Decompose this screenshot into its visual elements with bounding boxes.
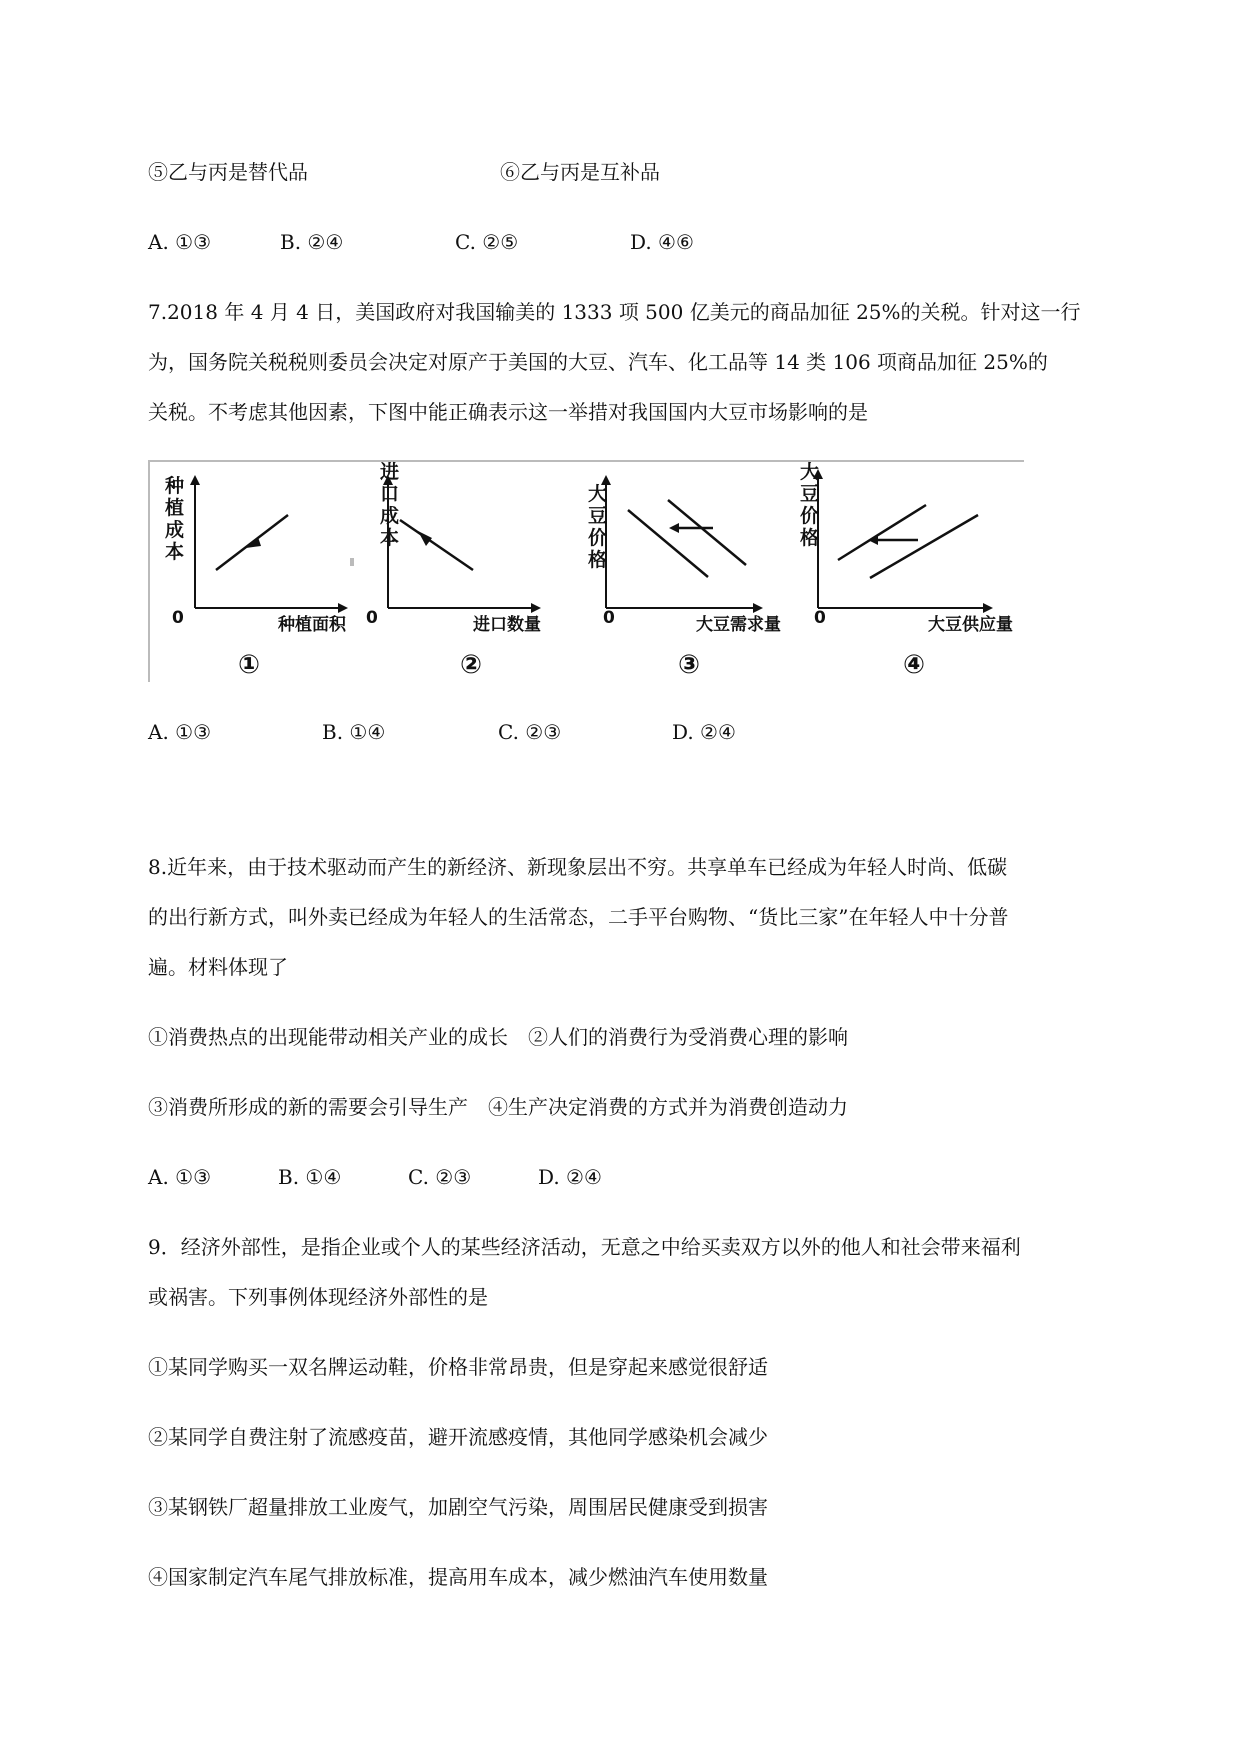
graph-4 — [800, 460, 1013, 680]
q6-option-b: B. ②④ — [280, 230, 344, 254]
graph-4-xlabel: 大豆供应量 — [928, 615, 1013, 635]
graph-4-curve-original — [870, 515, 978, 578]
q6-item-6: ⑥乙与丙是互补品 — [500, 160, 660, 184]
q7-option-c: C. ②③ — [498, 720, 562, 744]
q9-item-1: ①某同学购买一双名牌运动鞋，价格非常昂贵，但是穿起来感觉很舒适 — [148, 1355, 768, 1379]
q8-stem-line-1: 8.近年来，由于技术驱动而产生的新经济、新现象层出不穷。共享单车已经成为年轻人时尚、低碳 — [148, 855, 1008, 879]
q8-items-1-2: ①消费热点的出现能带动相关产业的成长 ②人们的消费行为受消费心理的影响 — [148, 1025, 848, 1049]
q8-option-b: B. ①④ — [278, 1165, 342, 1189]
q7-option-b: B. ①④ — [322, 720, 386, 744]
q6-option-a: A. ①③ — [148, 230, 212, 254]
q9-item-4: ④国家制定汽车尾气排放标准，提高用车成本，减少燃油汽车使用数量 — [148, 1565, 768, 1589]
graph-2-ylabel-3: 成 — [380, 505, 400, 527]
graph-1-ylabel-1: 种 — [165, 475, 185, 497]
graph-2-origin: 0 — [366, 608, 378, 628]
graph-2-ylabel-4: 本 — [380, 527, 400, 549]
graph-3-number: ③ — [678, 650, 701, 680]
graph-3-ylabel-2: 豆 — [588, 505, 608, 527]
graph-3-xlabel: 大豆需求量 — [696, 615, 781, 635]
graph-3 — [588, 480, 781, 680]
graph-2 — [366, 460, 541, 680]
q7-stem-line-1: 7.2018 年 4 月 4 日，美国政府对我国输美的 1333 项 500 亿美元的商品加征 25%的关税。针对这一行 — [148, 300, 1081, 324]
q8-option-c: C. ②③ — [408, 1165, 472, 1189]
scan-speck — [350, 558, 354, 566]
graph-2-ylabel-2: 口 — [380, 483, 400, 505]
q9-item-2: ②某同学自费注射了流感疫苗，避开流感疫情，其他同学感染机会减少 — [148, 1425, 768, 1449]
graph-2-ylabel-1: 进 — [380, 461, 400, 483]
q7-stem-line-2: 为，国务院关税税则委员会决定对原产于美国的大豆、汽车、化工品等 14 类 106 项商品加征 25%的 — [148, 350, 1048, 374]
q9-stem-line-1: 9．经济外部性，是指企业或个人的某些经济活动，无意之中给买卖双方以外的他人和社会带来福利 — [148, 1235, 1021, 1259]
q9-item-3: ③某钢铁厂超量排放工业废气，加剧空气污染，周围居民健康受到损害 — [148, 1495, 768, 1519]
graph-3-ylabel-4: 格 — [588, 549, 608, 571]
q9-stem-line-2: 或祸害。下列事例体现经济外部性的是 — [148, 1285, 488, 1309]
q6-option-d: D. ④⑥ — [630, 230, 694, 254]
q6-option-c: C. ②⑤ — [455, 230, 519, 254]
graph-4-ylabel-2: 豆 — [800, 483, 820, 505]
q7-diagram-svg — [148, 460, 1024, 682]
graph-2-number: ② — [460, 650, 483, 680]
graph-1-number: ① — [238, 650, 261, 680]
q8-items-3-4: ③消费所形成的新的需要会引导生产 ④生产决定消费的方式并为消费创造动力 — [148, 1095, 848, 1119]
graph-1 — [164, 474, 347, 680]
graph-1-ylabel-4: 本 — [165, 541, 185, 563]
graph-4-number: ④ — [903, 650, 926, 680]
graph-3-curve-new — [628, 510, 708, 577]
q8-stem-line-2: 的出行新方式，叫外卖已经成为年轻人的生活常态，二手平台购物、“货比三家”在年轻人中十分普 — [148, 905, 1009, 929]
graph-4-ylabel-4: 格 — [800, 527, 820, 549]
graph-4-ylabel-3: 价 — [800, 505, 820, 527]
q6-item-5: ⑤乙与丙是替代品 — [148, 160, 308, 184]
q8-option-a: A. ①③ — [148, 1165, 212, 1189]
q7-diagram — [148, 460, 1024, 682]
q8-option-d: D. ②④ — [538, 1165, 602, 1189]
q7-option-a: A. ①③ — [148, 720, 212, 744]
q7-option-d: D. ②④ — [672, 720, 736, 744]
graph-3-origin: 0 — [603, 608, 615, 628]
graph-2-direction-arrow — [418, 531, 432, 546]
graph-4-origin: 0 — [814, 608, 826, 628]
graph-1-origin: 0 — [172, 608, 184, 628]
graph-3-curve-original — [668, 500, 746, 565]
graph-2-curve — [400, 520, 473, 570]
graph-3-ylabel-3: 价 — [588, 527, 608, 549]
graph-2-xlabel: 进口数量 — [473, 615, 541, 635]
graph-1-ylabel-3: 成 — [165, 519, 185, 541]
graph-3-ylabel-1: 大 — [588, 483, 608, 505]
graph-4-ylabel-1: 大 — [800, 461, 820, 483]
q8-stem-line-3: 遍。材料体现了 — [148, 955, 288, 979]
q7-stem-line-3: 关税。不考虑其他因素，下图中能正确表示这一举措对我国国内大豆市场影响的是 — [148, 400, 868, 424]
graph-1-ylabel-2: 植 — [165, 497, 185, 519]
graph-1-xlabel: 种植面积 — [278, 615, 346, 635]
